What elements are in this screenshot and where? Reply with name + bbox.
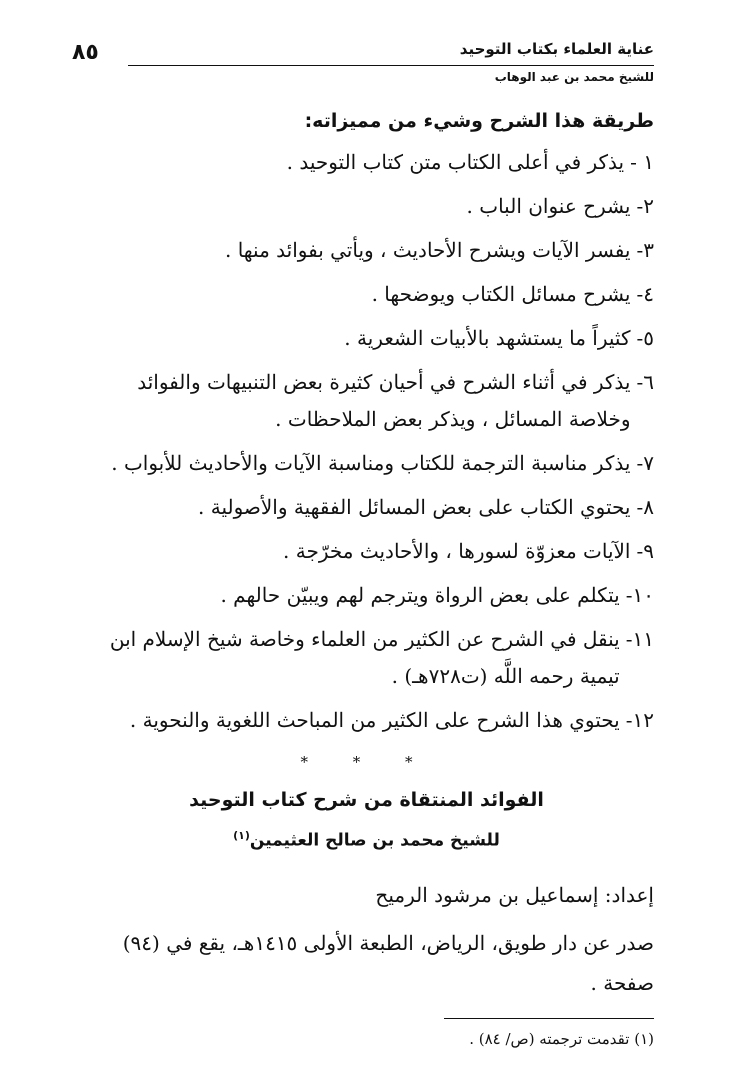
book-title: الفوائد المنتقاة من شرح كتاب التوحيد <box>189 789 544 811</box>
book-author: للشيخ محمد بن صالح العثيمين <box>249 830 500 851</box>
list-item <box>79 276 654 313</box>
list-item-number: ٨- <box>636 495 654 519</box>
list-item-text: كثيراً ما يستشهد بالأبيات الشعرية . <box>344 326 631 350</box>
list-item-number: ١٢- <box>625 708 654 732</box>
list-item-text: يشرح عنوان الباب . <box>466 194 631 218</box>
list-item <box>79 445 654 482</box>
prepared-by: إعداد: إسماعيل بن مرشود الرميح <box>375 882 654 907</box>
section-heading: طريقة هذا الشرح وشيء من مميزاته: <box>304 110 654 132</box>
list-item-text: يذكر في أثناء الشرح في أحيان كثيرة بعض التنبيهات والفوائد وخلاصة المسائل ، ويذكر بعض الملاحظات . <box>137 370 631 431</box>
list-item-text: يشرح مسائل الكتاب ويوضحها . <box>371 282 631 306</box>
list-item-number: ٩- <box>636 539 654 563</box>
page-number: ٨٥ <box>72 40 99 65</box>
list-item-number: ٧- <box>636 451 654 475</box>
list-item-number: ٢- <box>636 194 654 218</box>
list-item-number: ١١- <box>625 627 654 651</box>
list-item-text: يذكر في أعلى الكتاب متن كتاب التوحيد . <box>286 150 625 174</box>
list-item-number: ٥- <box>636 326 654 350</box>
list-item-text: يذكر مناسبة الترجمة للكتاب ومناسبة الآيات والأحاديث للأبواب . <box>111 451 631 475</box>
list-item-text: يتكلم على بعض الرواة ويترجم لهم ويبيّن حالهم . <box>220 583 620 607</box>
list-item-number: ٣- <box>636 238 654 262</box>
list-item-number: ١ - <box>630 150 654 174</box>
features-list <box>79 144 654 739</box>
list-item-text: ينقل في الشرح عن الكثير من العلماء وخاصة شيخ الإسلام ابن تيمية رحمه اللَّه (ت٧٢٨هـ) . <box>109 627 620 688</box>
footnote-rule <box>444 1018 654 1019</box>
list-item <box>79 489 654 526</box>
publication-info: صدر عن دار طويق، الرياض، الطبعة الأولى ١٤١٥هـ، يقع في (٩٤) صفحة . <box>122 930 654 995</box>
list-item-text: يحتوي الكتاب على بعض المسائل الفقهية والأصولية . <box>198 495 631 519</box>
header-rule <box>128 65 654 66</box>
list-item <box>79 188 654 225</box>
book-author-line <box>79 829 654 851</box>
list-item <box>79 621 654 695</box>
running-header-title: عناية العلماء بكتاب التوحيد <box>459 40 654 58</box>
section-separator: * * * <box>300 753 433 771</box>
running-header-subtitle: للشيخ محمد بن عبد الوهاب <box>494 70 654 84</box>
list-item <box>79 702 654 739</box>
page-body <box>79 110 654 1003</box>
list-item-number: ٤- <box>636 282 654 306</box>
list-item <box>79 364 654 438</box>
list-item <box>79 320 654 357</box>
footnote: (١) تقدمت ترجمته (ص/ ٨٤) . <box>469 1030 654 1048</box>
list-item-number: ٦- <box>636 370 654 394</box>
footnote-reference: (١) <box>233 829 250 842</box>
list-item-text: الآيات معزوّة لسورها ، والأحاديث مخرّجة . <box>283 539 631 563</box>
list-item-text: يفسر الآيات ويشرح الأحاديث ، ويأتي بفوائد منها . <box>225 238 631 262</box>
list-item <box>79 577 654 614</box>
list-item <box>79 232 654 269</box>
list-item-text: يحتوي هذا الشرح على الكثير من المباحث اللغوية والنحوية . <box>129 708 620 732</box>
list-item-number: ١٠- <box>625 583 654 607</box>
list-item <box>79 533 654 570</box>
list-item <box>79 144 654 181</box>
